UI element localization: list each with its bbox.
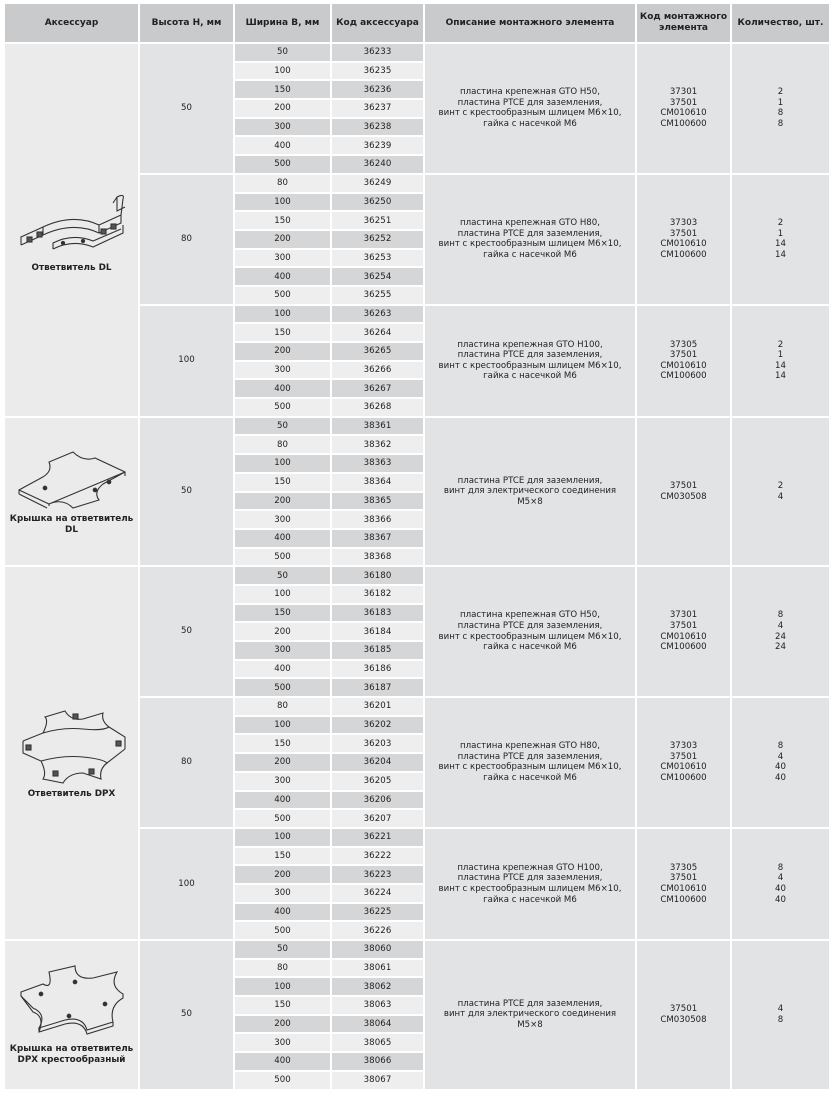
quantity-value: 40 — [775, 762, 786, 773]
code-cell: 36237 — [332, 100, 423, 117]
element-code: CM010610 — [660, 631, 707, 642]
code-cell: 36240 — [332, 156, 423, 173]
description-line: пластина крепежная GTO H50, — [460, 87, 600, 98]
width-cell: 100 — [235, 717, 330, 734]
quantity-value: 2 — [777, 339, 784, 350]
accessory-cell — [5, 567, 138, 939]
quantity-value: 40 — [775, 773, 786, 784]
description-line: пластина PTCE для заземления, — [457, 621, 603, 632]
width-cell: 200 — [235, 231, 330, 248]
description-line: M5×8 — [517, 1020, 543, 1031]
element-code: CM100600 — [660, 773, 707, 784]
quantity-value: 4 — [777, 751, 784, 762]
description-cell — [425, 44, 635, 173]
element-code: CM010610 — [660, 762, 707, 773]
height-cell: 100 — [140, 306, 233, 416]
header-height: Высота H, мм — [140, 4, 233, 42]
width-cell: 300 — [235, 250, 330, 267]
width-cell: 300 — [235, 511, 330, 528]
element-code: CM010610 — [660, 360, 707, 371]
width-cell: 50 — [235, 567, 330, 584]
code-cell: 36204 — [332, 754, 423, 771]
quantity-value: 24 — [775, 631, 786, 642]
element-code: 37501 — [669, 480, 698, 491]
code-cell: 36183 — [332, 605, 423, 622]
description-line: пластина PTCE для заземления, — [457, 873, 603, 884]
quantity-value: 14 — [775, 371, 786, 382]
element-code: CM030508 — [660, 491, 707, 502]
quantity-value: 4 — [777, 873, 784, 884]
width-cell: 50 — [235, 44, 330, 61]
width-cell: 150 — [235, 997, 330, 1014]
width-cell: 200 — [235, 754, 330, 771]
cross-cover-icon — [5, 964, 138, 1040]
accessory-cell — [5, 44, 138, 416]
description-line: гайка с насечкой M6 — [483, 249, 577, 260]
table-row — [5, 567, 829, 584]
quantity-cell — [732, 175, 829, 304]
element-code: CM030508 — [660, 1014, 707, 1025]
element-code-cell — [637, 44, 730, 173]
width-cell: 100 — [235, 455, 330, 472]
description-line: пластина крепежная GTO H100, — [457, 862, 603, 873]
code-cell: 36226 — [332, 922, 423, 939]
width-cell: 200 — [235, 623, 330, 640]
width-cell: 150 — [235, 324, 330, 341]
header-description: Описание монтажного элемента — [425, 4, 635, 42]
width-cell: 150 — [235, 474, 330, 491]
quantity-value: 1 — [777, 228, 784, 239]
element-code: 37501 — [669, 228, 698, 239]
description-line: гайка с насечкой M6 — [483, 894, 577, 905]
element-code: 37501 — [669, 873, 698, 884]
element-code: CM100600 — [660, 371, 707, 382]
width-cell: 100 — [235, 63, 330, 80]
element-code-cell — [637, 941, 730, 1089]
code-cell: 36253 — [332, 250, 423, 267]
height-cell: 80 — [140, 698, 233, 827]
description-line: пластина крепежная GTO H100, — [457, 339, 603, 350]
element-code: 37501 — [669, 97, 698, 108]
description-cell — [425, 175, 635, 304]
code-cell: 38362 — [332, 436, 423, 453]
description-line: пластина крепежная GTO H80, — [460, 218, 600, 229]
description-line: пластина PTCE для заземления, — [457, 97, 603, 108]
code-cell: 38063 — [332, 997, 423, 1014]
description-line: пластина PTCE для заземления, — [457, 475, 603, 486]
element-code: CM010610 — [660, 108, 707, 119]
description-line: пластина PTCE для заземления, — [457, 998, 603, 1009]
description-line: винт с крестообразным шлицем M6×10, — [438, 108, 622, 119]
code-cell: 38365 — [332, 493, 423, 510]
quantity-cell — [732, 418, 829, 566]
code-cell: 38366 — [332, 511, 423, 528]
accessory-name: Ответвитель DL — [31, 263, 112, 274]
description-cell — [425, 306, 635, 416]
code-cell: 36263 — [332, 306, 423, 323]
width-cell: 400 — [235, 530, 330, 547]
height-cell: 50 — [140, 567, 233, 696]
quantity-value: 4 — [777, 491, 784, 502]
height-cell: 80 — [140, 175, 233, 304]
description-cell — [425, 698, 635, 827]
code-cell: 36223 — [332, 866, 423, 883]
quantity-value: 14 — [775, 360, 786, 371]
quantity-value: 24 — [775, 642, 786, 653]
width-cell: 400 — [235, 904, 330, 921]
description-cell — [425, 418, 635, 566]
element-code: 37301 — [669, 610, 698, 621]
element-code: 37305 — [669, 339, 698, 350]
table-body — [5, 44, 829, 1089]
quantity-value: 40 — [775, 894, 786, 905]
code-cell: 38065 — [332, 1034, 423, 1051]
height-cell: 100 — [140, 829, 233, 939]
width-cell: 150 — [235, 848, 330, 865]
code-cell: 38368 — [332, 549, 423, 566]
width-cell: 500 — [235, 922, 330, 939]
table-row — [5, 418, 829, 435]
code-cell: 36203 — [332, 735, 423, 752]
header-row — [5, 4, 829, 42]
width-cell: 80 — [235, 698, 330, 715]
code-cell: 36187 — [332, 679, 423, 696]
width-cell: 300 — [235, 885, 330, 902]
element-code: CM100600 — [660, 119, 707, 129]
quantity-value: 14 — [775, 239, 786, 250]
width-cell: 500 — [235, 549, 330, 566]
code-cell: 36254 — [332, 268, 423, 285]
header-accessory: Аксессуар — [5, 4, 138, 42]
header-width: Ширина B, мм — [235, 4, 330, 42]
element-code: 37501 — [669, 1004, 698, 1015]
width-cell: 80 — [235, 436, 330, 453]
quantity-cell — [732, 829, 829, 939]
element-code-cell — [637, 829, 730, 939]
header-element-code: Код монтажного элемента — [637, 4, 730, 42]
description-line: пластина крепежная GTO H80, — [460, 741, 600, 752]
code-cell: 36207 — [332, 810, 423, 827]
element-code: CM100600 — [660, 249, 707, 260]
code-cell: 36267 — [332, 380, 423, 397]
code-cell: 36239 — [332, 137, 423, 154]
description-line: гайка с насечкой M6 — [483, 371, 577, 382]
code-cell: 36238 — [332, 119, 423, 136]
width-cell: 500 — [235, 287, 330, 304]
header-code: Код аксессуара — [332, 4, 423, 42]
width-cell: 400 — [235, 380, 330, 397]
quantity-cell — [732, 698, 829, 827]
width-cell: 300 — [235, 642, 330, 659]
tee-cover-icon — [5, 448, 138, 510]
width-cell: 100 — [235, 978, 330, 995]
element-code: 37303 — [669, 741, 698, 752]
height-cell: 50 — [140, 44, 233, 173]
quantity-value: 8 — [777, 108, 784, 119]
description-cell — [425, 567, 635, 696]
description-line: пластина PTCE для заземления, — [457, 228, 603, 239]
element-code: 37501 — [669, 751, 698, 762]
code-cell: 38361 — [332, 418, 423, 435]
tee-branch-icon — [5, 185, 138, 259]
code-cell: 38061 — [332, 960, 423, 977]
description-line: M5×8 — [517, 496, 543, 507]
code-cell: 36255 — [332, 287, 423, 304]
code-cell: 36202 — [332, 717, 423, 734]
element-code: 37301 — [669, 87, 698, 98]
width-cell: 400 — [235, 1053, 330, 1070]
code-cell: 36205 — [332, 773, 423, 790]
width-cell: 200 — [235, 1016, 330, 1033]
code-cell: 36206 — [332, 792, 423, 809]
element-code-cell — [637, 698, 730, 827]
element-code: 37305 — [669, 862, 698, 873]
description-line: гайка с насечкой M6 — [483, 773, 577, 784]
quantity-value: 8 — [777, 741, 784, 752]
code-cell: 36224 — [332, 885, 423, 902]
width-cell: 100 — [235, 194, 330, 211]
code-cell: 36222 — [332, 848, 423, 865]
element-code: 37501 — [669, 621, 698, 632]
code-cell: 38062 — [332, 978, 423, 995]
accessory-name: Крышка на ответвитель DPX крестообразный — [9, 1043, 134, 1065]
quantity-value: 8 — [777, 610, 784, 621]
description-line: пластина PTCE для заземления, — [457, 350, 603, 361]
width-cell: 300 — [235, 362, 330, 379]
accessory-cell — [5, 941, 138, 1089]
accessory-name: Ответвитель DPX — [27, 788, 116, 799]
code-cell: 36249 — [332, 175, 423, 192]
code-cell: 38364 — [332, 474, 423, 491]
code-cell: 38067 — [332, 1072, 423, 1089]
width-cell: 500 — [235, 1072, 330, 1089]
width-cell: 300 — [235, 119, 330, 136]
description-line: пластина PTCE для заземления, — [457, 751, 603, 762]
code-cell: 36180 — [332, 567, 423, 584]
code-cell: 36235 — [332, 63, 423, 80]
width-cell: 400 — [235, 137, 330, 154]
width-cell: 100 — [235, 306, 330, 323]
accessory-cell — [5, 418, 138, 566]
code-cell: 36186 — [332, 661, 423, 678]
width-cell: 500 — [235, 399, 330, 416]
quantity-value: 1 — [777, 97, 784, 108]
code-cell: 38060 — [332, 941, 423, 958]
code-cell: 36268 — [332, 399, 423, 416]
header-quantity: Количество, шт. — [732, 4, 829, 42]
code-cell: 36252 — [332, 231, 423, 248]
description-line: винт для электрического соединения — [443, 1009, 617, 1020]
description-line: винт с крестообразным шлицем M6×10, — [438, 883, 622, 894]
description-line: винт с крестообразным шлицем M6×10, — [438, 239, 622, 250]
quantity-cell — [732, 941, 829, 1089]
code-cell: 36221 — [332, 829, 423, 846]
element-code-cell — [637, 567, 730, 696]
quantity-value: 8 — [777, 1014, 784, 1025]
width-cell: 150 — [235, 605, 330, 622]
description-cell — [425, 941, 635, 1089]
description-line: винт для электрического соединения — [443, 486, 617, 497]
code-cell: 36236 — [332, 81, 423, 98]
cross-branch-icon — [5, 707, 138, 785]
width-cell: 400 — [235, 792, 330, 809]
description-line: винт с крестообразным шлицем M6×10, — [438, 631, 622, 642]
accessory-table — [3, 2, 831, 1091]
width-cell: 100 — [235, 829, 330, 846]
width-cell: 200 — [235, 493, 330, 510]
width-cell: 200 — [235, 866, 330, 883]
description-line: винт с крестообразным шлицем M6×10, — [438, 360, 622, 371]
quantity-value: 1 — [777, 350, 784, 361]
description-line: пластина крепежная GTO H50, — [460, 610, 600, 621]
width-cell: 300 — [235, 773, 330, 790]
width-cell: 100 — [235, 586, 330, 603]
width-cell: 200 — [235, 100, 330, 117]
element-code-cell — [637, 306, 730, 416]
width-cell: 300 — [235, 1034, 330, 1051]
width-cell: 500 — [235, 810, 330, 827]
code-cell: 36251 — [332, 212, 423, 229]
element-code: 37501 — [669, 350, 698, 361]
table-row — [5, 44, 829, 61]
code-cell: 38066 — [332, 1053, 423, 1070]
code-cell: 36182 — [332, 586, 423, 603]
element-code: 37303 — [669, 218, 698, 229]
code-cell: 36250 — [332, 194, 423, 211]
width-cell: 400 — [235, 661, 330, 678]
quantity-value: 40 — [775, 883, 786, 894]
quantity-value: 8 — [777, 119, 784, 129]
description-line: винт с крестообразным шлицем M6×10, — [438, 762, 622, 773]
width-cell: 150 — [235, 212, 330, 229]
width-cell: 80 — [235, 960, 330, 977]
width-cell: 400 — [235, 268, 330, 285]
element-code: CM100600 — [660, 894, 707, 905]
element-code-cell — [637, 175, 730, 304]
code-cell: 38363 — [332, 455, 423, 472]
code-cell: 36265 — [332, 343, 423, 360]
description-cell — [425, 829, 635, 939]
element-code: CM100600 — [660, 642, 707, 653]
code-cell: 36264 — [332, 324, 423, 341]
width-cell: 50 — [235, 418, 330, 435]
accessory-name: Крышка на ответвитель DL — [9, 513, 134, 535]
code-cell: 38367 — [332, 530, 423, 547]
quantity-value: 2 — [777, 87, 784, 98]
code-cell: 36184 — [332, 623, 423, 640]
code-cell: 36225 — [332, 904, 423, 921]
quantity-value: 2 — [777, 480, 784, 491]
width-cell: 200 — [235, 343, 330, 360]
code-cell: 36266 — [332, 362, 423, 379]
width-cell: 500 — [235, 156, 330, 173]
element-code: CM010610 — [660, 883, 707, 894]
quantity-value: 14 — [775, 249, 786, 260]
element-code-cell — [637, 418, 730, 566]
quantity-cell — [732, 567, 829, 696]
width-cell: 150 — [235, 735, 330, 752]
description-line: гайка с насечкой M6 — [483, 119, 577, 129]
quantity-cell — [732, 306, 829, 416]
code-cell: 36185 — [332, 642, 423, 659]
quantity-value: 4 — [777, 1004, 784, 1015]
code-cell: 38064 — [332, 1016, 423, 1033]
width-cell: 50 — [235, 941, 330, 958]
code-cell: 36233 — [332, 44, 423, 61]
code-cell: 36201 — [332, 698, 423, 715]
element-code: CM010610 — [660, 239, 707, 250]
width-cell: 80 — [235, 175, 330, 192]
quantity-cell — [732, 44, 829, 173]
description-line: гайка с насечкой M6 — [483, 642, 577, 653]
width-cell: 500 — [235, 679, 330, 696]
quantity-value: 4 — [777, 621, 784, 632]
quantity-value: 2 — [777, 218, 784, 229]
width-cell: 150 — [235, 81, 330, 98]
height-cell: 50 — [140, 941, 233, 1089]
quantity-value: 8 — [777, 862, 784, 873]
height-cell: 50 — [140, 418, 233, 566]
table-row — [5, 941, 829, 958]
